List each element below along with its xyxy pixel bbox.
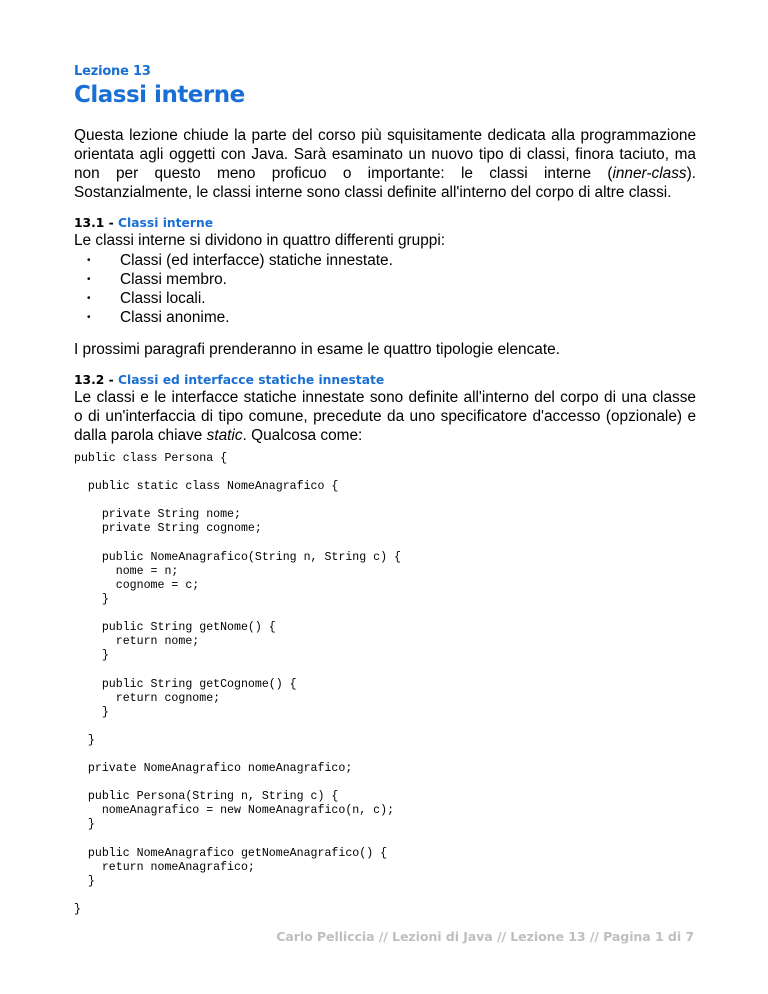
section-title: Classi ed interfacce statiche innestate [118, 373, 385, 387]
list-item: • Classi locali. [87, 290, 206, 307]
lesson-label: Lezione 13 [74, 64, 151, 79]
intro-line-4: Sostanzialmente, le classi interne sono classi definite all'interno del corpo di altre classi. [74, 184, 672, 201]
inner-class-term: inner-class [612, 165, 687, 182]
lesson-title: Classi interne [74, 82, 245, 108]
static-keyword: static [206, 427, 243, 444]
intro-line-3-end: ). [686, 165, 696, 182]
bullet-icon: • [87, 274, 91, 285]
intro-line-2: orientata agli oggetti con Java. Sarà esaminato un nuovo tipo di classi, finora taciuto, ma [74, 146, 696, 163]
list-item: • Classi membro. [87, 271, 227, 288]
section2-line-3-text: dalla parola chiave [74, 427, 207, 444]
section-number: 13.1 - [74, 216, 119, 230]
page-footer: Carlo Pelliccia // Lezioni di Java // Lezione 13 // Pagina 1 di 7 [276, 929, 694, 944]
section2-line-3 [74, 426, 696, 445]
bullet-icon: • [87, 255, 91, 266]
section-title: Classi interne [118, 216, 214, 230]
list-item: • Classi anonime. [87, 309, 230, 326]
code-block: public class Persona { public static class NomeAnagrafico { private String nome; private String cognome; public NomeAnagrafico(String n, String c) { nome = n; cognome = c; } public String getNome() { return nome; } public String getCognome() { return cognome; } } private NomeAnagrafico nomeAnagrafico; public Persona(String n, String c) { nomeAnagrafico = new NomeAnagrafico(n, c); } public NomeAnagrafico getNomeAnagrafico() { return nomeAnagrafico; } } [74, 452, 401, 916]
inner-class-types-list [74, 251, 393, 327]
intro-line-1: Questa lezione chiude la parte del corso più squisitamente dedicata alla programmazione [74, 127, 696, 144]
section-heading-13-1 [74, 216, 213, 230]
section1-outro: I prossimi paragrafi prenderanno in esame le quattro tipologie elencate. [74, 341, 560, 358]
section2-line-3-end: . Qualcosa come: [242, 427, 363, 444]
section-heading-13-2 [74, 373, 384, 387]
section2-line-2: o di un'interfaccia di tipo comune, precedute da uno specificatore d'accesso (opzionale) e [74, 408, 696, 425]
section1-intro: Le classi interne si dividono in quattro differenti gruppi: [74, 232, 446, 249]
section-number: 13.2 - [74, 373, 119, 387]
list-item: • Classi (ed interfacce) statiche innestate. [87, 252, 393, 269]
intro-line-3 [74, 164, 696, 183]
bullet-icon: • [87, 312, 91, 323]
intro-line-3-text: non per questo meno proficuo o importante: le classi interne ( [74, 165, 613, 182]
bullet-icon: • [87, 293, 91, 304]
section2-line-1: Le classi e le interfacce statiche innestate sono definite all'interno del corpo di una classe [74, 389, 696, 406]
